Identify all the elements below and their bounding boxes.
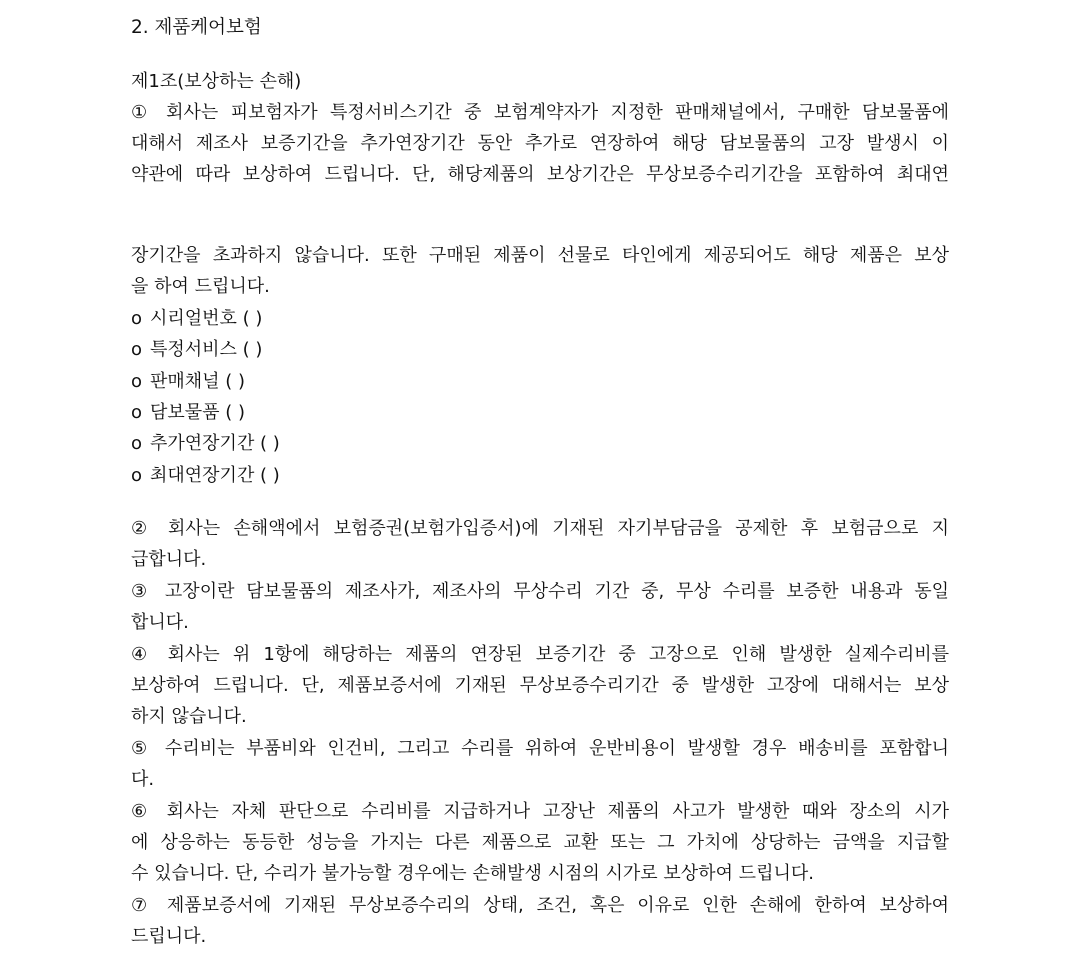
clause-3-line-1: ③ 고장이란 담보물품의 제조사가, 제조사의 무상수리 기간 중, 무상 수리를 보증한 내용과 동일 — [131, 581, 949, 602]
list-item — [131, 334, 949, 365]
list-item — [131, 366, 949, 397]
list-item-text: 담보물품 ( ) — [150, 402, 246, 423]
clause-1-line-3: 약관에 따라 보상하여 드립니다. 단, 해당제품의 보상기간은 무상보증수리기간을 포함하여 최대연 — [131, 164, 949, 185]
clause-5-line-2: 다. — [131, 769, 155, 790]
bullet-marker: o — [131, 339, 143, 360]
clause-4-line-2: 보상하여 드립니다. 단, 제품보증서에 기재된 무상보증수리기간 중 발생한 고장에 대해서는 보상 — [131, 675, 949, 696]
bullet-marker: o — [131, 402, 143, 423]
list-item-text: 특정서비스 ( ) — [150, 339, 263, 360]
bullet-marker: o — [131, 465, 143, 486]
clause-2-line-1: ② 회사는 손해액에서 보험증권(보험가입증서)에 기재된 자기부담금을 공제한 후 보험금으로 지 — [131, 518, 949, 539]
clause-4-line-3: 하지 않습니다. — [131, 706, 247, 727]
list-item — [131, 397, 949, 428]
clause-1-line-4: 장기간을 초과하지 않습니다. 또한 구매된 제품이 선물로 타인에게 제공되어도 해당 제품은 보상 — [131, 245, 949, 266]
clause-1-line-1: ① 회사는 피보험자가 특정서비스기간 중 보험계약자가 지정한 판매채널에서, 구매한 담보물품에 — [131, 102, 949, 123]
clause-4-line-1: ④ 회사는 위 1항에 해당하는 제품의 연장된 보증기간 중 고장으로 인해 발생한 실제수리비를 — [131, 644, 949, 665]
bullet-marker: o — [131, 308, 143, 329]
list-item-text: 시리얼번호 ( ) — [150, 308, 263, 329]
list-item-text: 추가연장기간 ( ) — [150, 433, 280, 454]
clause-7-line-2: 드립니다. — [131, 926, 207, 947]
list-item — [131, 428, 949, 459]
article-title: 제1조(보상하는 손해) — [131, 71, 302, 92]
list-item — [131, 303, 949, 334]
clause-5-line-1: ⑤ 수리비는 부품비와 인건비, 그리고 수리를 위하여 운반비용이 발생할 경우 배송비를 포함합니 — [131, 738, 949, 759]
clause-1-line-5: 을 하여 드립니다. — [131, 276, 270, 297]
clause-6-line-2: 에 상응하는 동등한 성능을 가지는 다른 제품으로 교환 또는 그 가치에 상당하는 금액을 지급할 — [131, 832, 949, 853]
clause-3-line-2: 합니다. — [131, 612, 189, 633]
list-item-text: 최대연장기간 ( ) — [150, 465, 280, 486]
list-item-text: 판매채널 ( ) — [150, 371, 246, 392]
bullet-marker: o — [131, 371, 143, 392]
section-title: 2. 제품케어보험 — [131, 17, 262, 38]
clause-1-line-2: 대해서 제조사 보증기간을 추가연장기간 동안 추가로 연장하여 해당 담보물품의 고장 발생시 이 — [131, 133, 949, 154]
clause-7-line-1: ⑦ 제품보증서에 기재된 무상보증수리의 상태, 조건, 혹은 이유로 인한 손해에 한하여 보상하여 — [131, 895, 949, 916]
clause-2-line-2: 급합니다. — [131, 549, 207, 570]
clause-6-line-3: 수 있습니다. 단, 수리가 불가능할 경우에는 손해발생 시점의 시가로 보상하여 드립니다. — [131, 863, 814, 884]
clause-6-line-1: ⑥ 회사는 자체 판단으로 수리비를 지급하거나 고장난 제품의 사고가 발생한 때와 장소의 시가 — [131, 801, 949, 822]
list-item — [131, 460, 949, 491]
bullet-marker: o — [131, 433, 143, 454]
